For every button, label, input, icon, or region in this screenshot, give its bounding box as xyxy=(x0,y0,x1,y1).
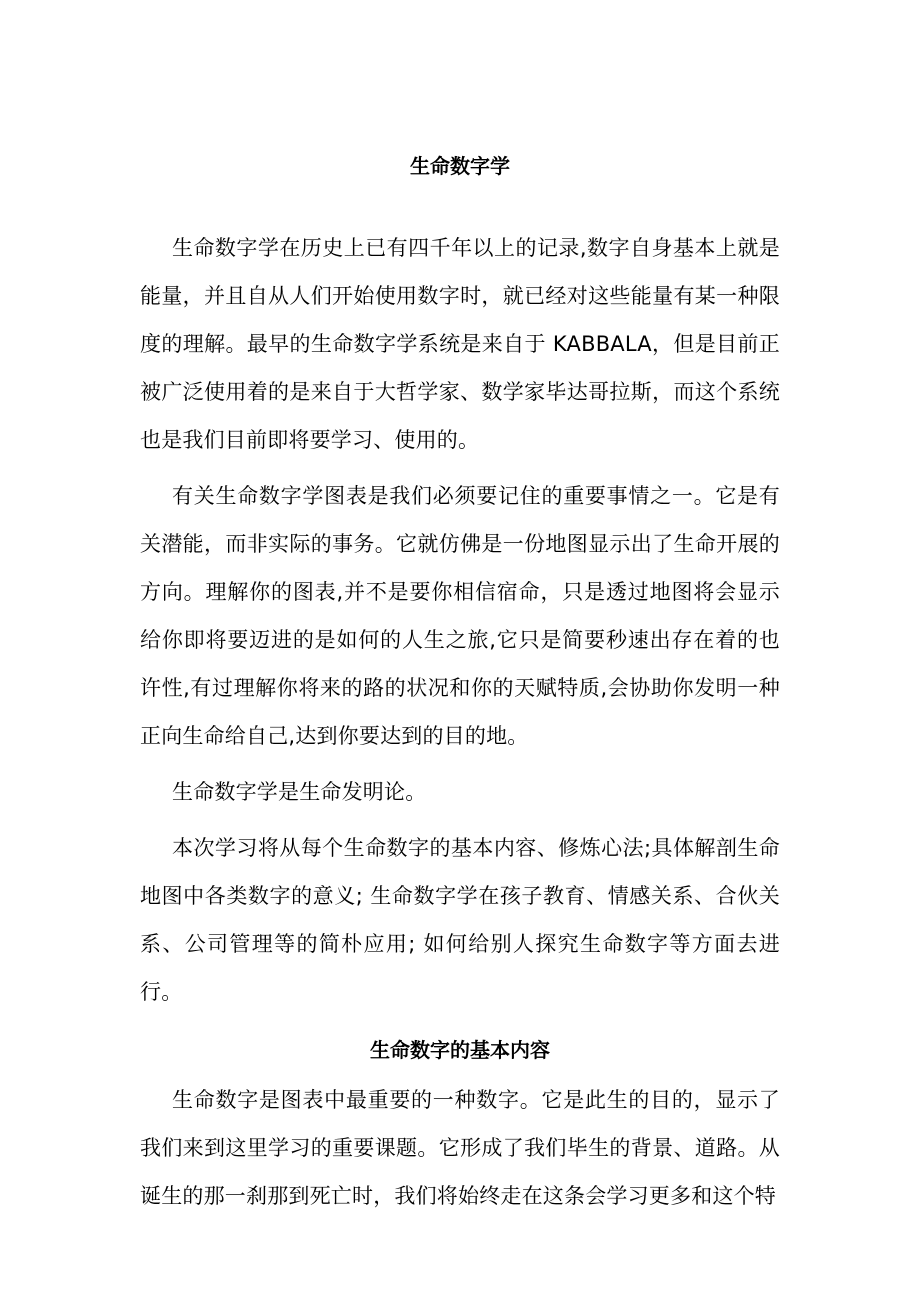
paragraph-study-plan: 本次学习将从每个生命数字的基本内容、修炼心法;具体解剖生命地图中各类数字的意义; 生命数字学在孩子教育、情感关系、合伙关系、公司管理等的简朴应用; 如何给别人探究生命数字等方面去进行。 xyxy=(140,836,780,1004)
document-title: 生命数字学 xyxy=(410,154,510,178)
section-paragraph: 生命数字是图表中最重要的一种数字。它是此生的目的，显示了我们来到这里学习的重要课题。它形成了我们毕生的背景、道路。从诞生的那一刹那到死亡时，我们将始终走在这条会学习更多和这个特 xyxy=(140,1088,780,1208)
section-title: 生命数字的基本内容 xyxy=(370,1038,550,1062)
paragraph-intro: 生命数字学在历史上已有四千年以上的记录,数字自身基本上就是能量，并且自从人们开始使用数字时，就已经对这些能量有某一种限度的理解。最早的生命数字学系统是来自于 KABBALA，但是目前正被广泛使用着的是来自于大哲学家、数学家毕达哥拉斯，而这个系统也是我们目前即将要学习、使用的。 xyxy=(140,236,780,452)
paragraph-definition: 生命数字学是生命发明论。 xyxy=(172,780,427,804)
paragraph-chart-importance: 有关生命数字学图表是我们必须要记住的重要事情之一。它是有关潜能，而非实际的事务。它就仿佛是一份地图显示出了生命开展的方向。理解你的图表,并不是要你相信宿命，只是透过地图将会显示给你即将要迈进的是如何的人生之旅,它只是简要秒速出存在着的也许性,有过理解你将来的路的状况和你的天赋特质,会协助你发明一种正向生命给自己,达到你要达到的目的地。 xyxy=(140,484,780,748)
document-content xyxy=(140,148,780,1228)
